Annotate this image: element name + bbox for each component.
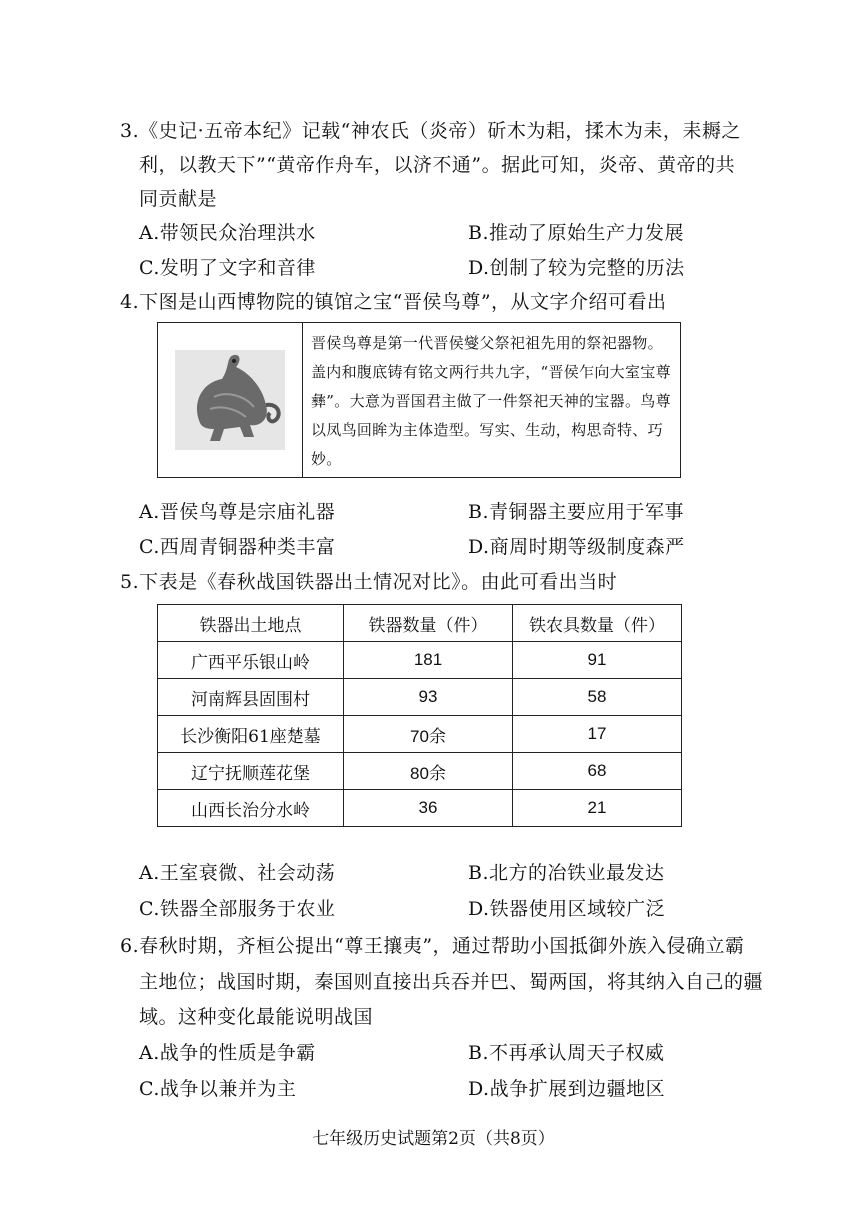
q4-figure-box <box>157 322 681 478</box>
table-header-farm-tool-count: 铁农具数量（件） <box>513 605 682 642</box>
table-row <box>158 679 682 716</box>
q3-option-d: D.创制了较为完整的历法 <box>468 257 685 279</box>
q6-stem-line2: 主地位；战国时期，秦国则直接出兵吞并巴、蜀两国，将其纳入自己的疆 <box>139 971 764 993</box>
q5-option-d: D.铁器使用区域较广泛 <box>468 898 666 920</box>
table-cell-location: 长沙衡阳61座楚墓 <box>158 716 344 753</box>
q3-stem-line1: 3.《史记·五帝本纪》记载“神农氏（炎帝）斫木为耜，揉木为耒，耒耨之 <box>120 120 741 142</box>
table-cell-location: 广西平乐银山岭 <box>158 642 344 679</box>
table-cell-iron-count: 80余 <box>344 753 513 790</box>
q4-option-b: B.青铜器主要应用于军事 <box>468 501 685 523</box>
q6-stem-line3: 域。这种变化最能说明战国 <box>139 1006 374 1028</box>
table-cell-farm-tool-count: 91 <box>513 642 682 679</box>
q3-option-c: C.发明了文字和音律 <box>139 257 316 279</box>
q6-option-a: A.战争的性质是争霸 <box>139 1042 316 1064</box>
q3-stem-line2: 利，以教天下”“黄帝作舟车，以济不通”。据此可知，炎帝、黄帝的共 <box>139 154 736 176</box>
q3-option-b: B.推动了原始生产力发展 <box>468 222 685 244</box>
table-cell-location: 山西长治分水岭 <box>158 790 344 827</box>
q4-figure-description: 晋侯鸟尊是第一代晋侯燮父祭祀祖先用的祭祀器物。盖内和腹底铸有铭文两行共九字，“晋侯乍向大室宝尊彝”。大意为晋国君主做了一件祭祀天神的宝器。鸟尊以凤鸟回眸为主体造型。写实、生动，构思奇特、巧妙。 <box>311 334 671 468</box>
q5-option-a: A.王室衰微、社会动荡 <box>139 862 336 884</box>
q4-stem-line1: 4.下图是山西博物院的镇馆之宝“晋侯鸟尊”，从文字介绍可看出 <box>120 291 667 313</box>
iron-artifacts-table <box>157 604 682 827</box>
q4-option-a: A.晋侯鸟尊是宗庙礼器 <box>139 501 336 523</box>
table-cell-farm-tool-count: 17 <box>513 716 682 753</box>
q5-option-b: B.北方的冶铁业最发达 <box>468 862 665 884</box>
table-header-location: 铁器出土地点 <box>158 605 344 642</box>
table-cell-location: 辽宁抚顺莲花堡 <box>158 753 344 790</box>
bird-zun-image <box>158 323 303 477</box>
bird-zun-illustration-icon <box>170 345 290 455</box>
table-row <box>158 642 682 679</box>
table-cell-location: 河南辉县固围村 <box>158 679 344 716</box>
table-header-iron-count: 铁器数量（件） <box>344 605 513 642</box>
q4-option-d: D.商周时期等级制度森严 <box>468 536 685 558</box>
table-cell-iron-count: 70余 <box>344 716 513 753</box>
table-cell-farm-tool-count: 68 <box>513 753 682 790</box>
table-cell-iron-count: 181 <box>344 642 513 679</box>
table-cell-farm-tool-count: 58 <box>513 679 682 716</box>
q5-option-c: C.铁器全部服务于农业 <box>139 898 336 920</box>
q5-stem-line1: 5.下表是《春秋战国铁器出土情况对比》。由此可看出当时 <box>120 571 618 593</box>
page-footer: 七年级历史试题第2页（共8页） <box>312 1129 555 1149</box>
table-cell-iron-count: 36 <box>344 790 513 827</box>
table-cell-iron-count: 93 <box>344 679 513 716</box>
q6-option-b: B.不再承认周天子权威 <box>468 1042 665 1064</box>
table-row <box>158 716 682 753</box>
q6-option-c: C.战争以兼并为主 <box>139 1078 297 1100</box>
q3-stem-line3: 同贡献是 <box>139 188 218 210</box>
table-row <box>158 753 682 790</box>
q3-option-a: A.带领民众治理洪水 <box>139 222 316 244</box>
table-cell-farm-tool-count: 21 <box>513 790 682 827</box>
q6-stem-line1: 6.春秋时期，齐桓公提出“尊王攘夷”，通过帮助小国抵御外族入侵确立霸 <box>120 935 745 957</box>
table-row <box>158 790 682 827</box>
q4-option-c: C.西周青铜器种类丰富 <box>139 536 336 558</box>
table-header-row <box>158 605 682 642</box>
q6-option-d: D.战争扩展到边疆地区 <box>468 1078 666 1100</box>
